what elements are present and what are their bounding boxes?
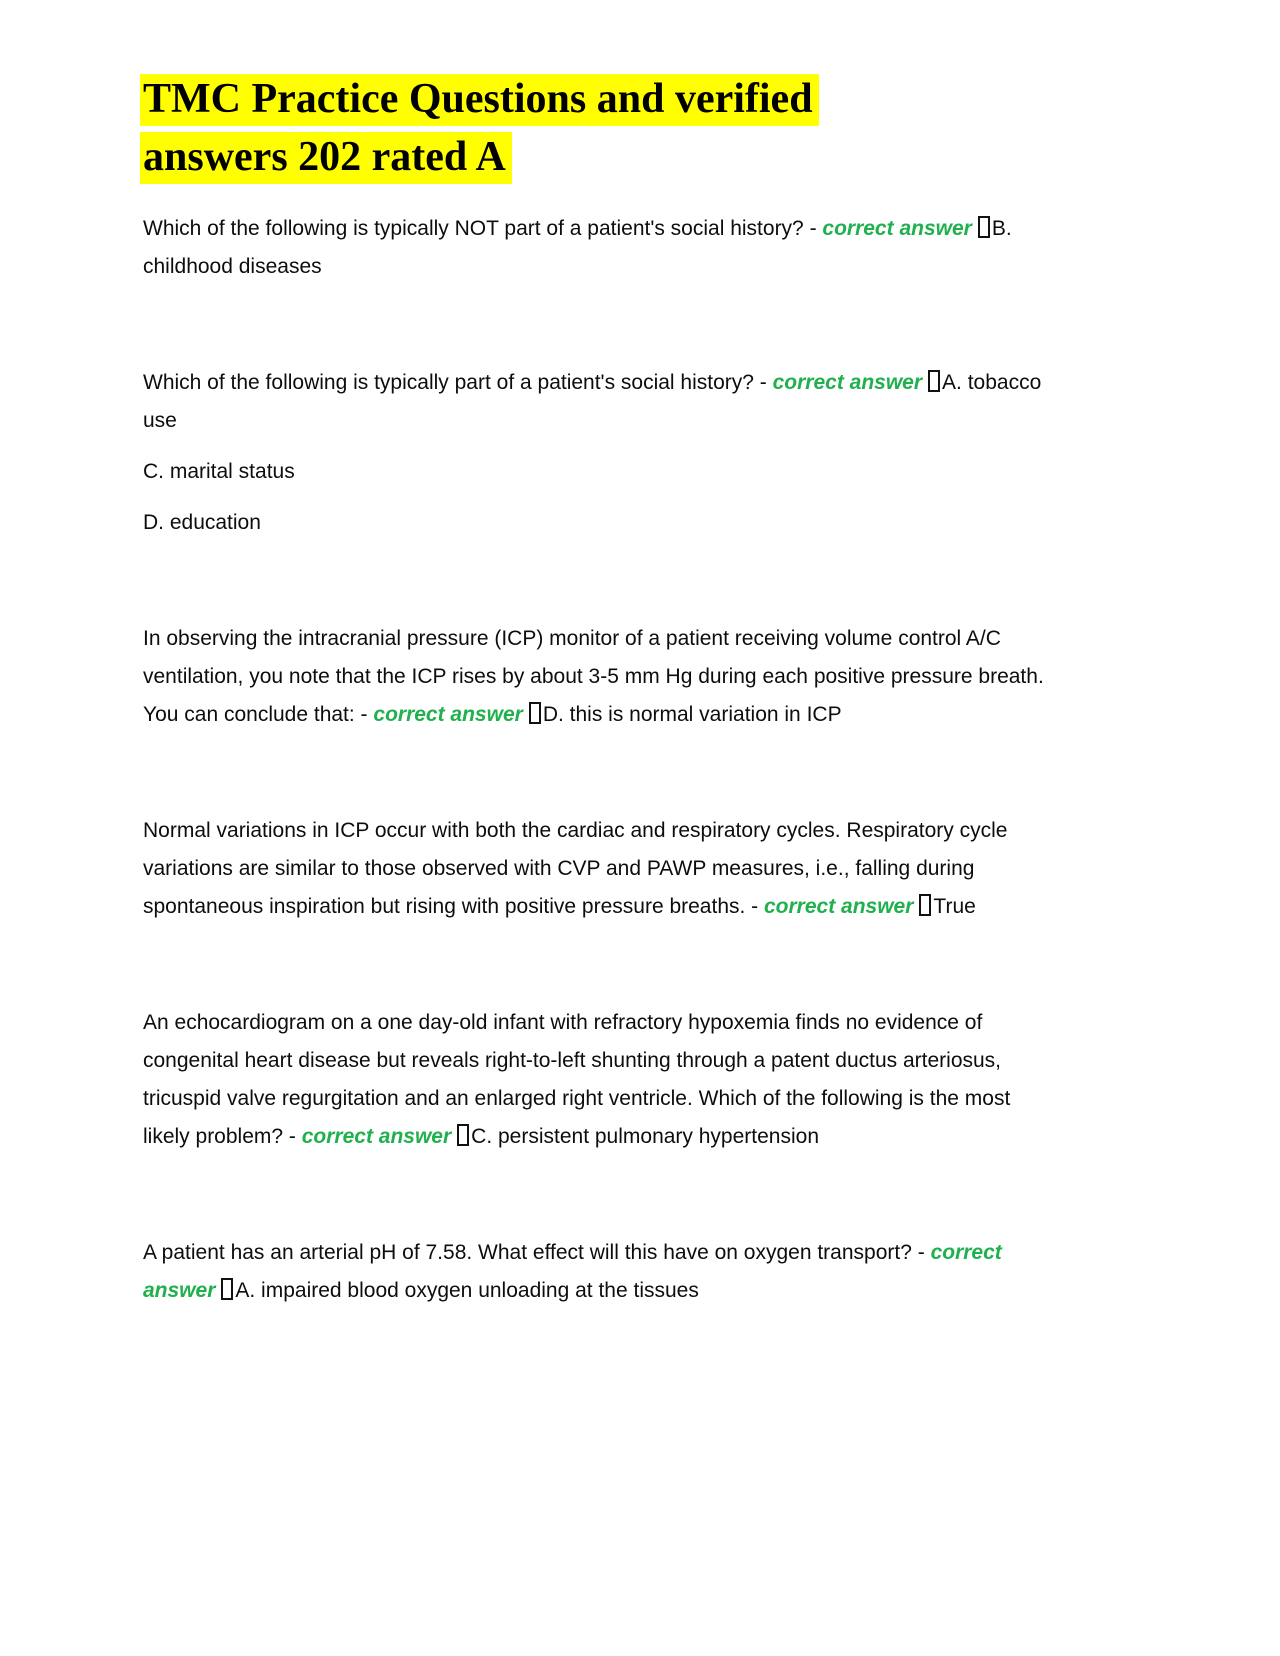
title-highlight: answers 202 rated A	[140, 132, 512, 184]
qa-block-3	[143, 620, 1053, 734]
question-text: In observing the intracranial pressure (ICP) monitor of a patient receiving volume control A/C ventilation, you note that the ICP rises by about 3-5 mm Hg during each positive pressure breath. You can conclude that: -	[143, 627, 1044, 726]
correct-answer-label: correct answer	[143, 1241, 1002, 1302]
missing-glyph-icon	[529, 702, 541, 724]
page-title-line-1	[143, 70, 1130, 128]
qa-block-6	[143, 1234, 1053, 1310]
question-text: Normal variations in ICP occur with both the cardiac and respiratory cycles. Respiratory cycle variations are similar to those observed with CVP and PAWP measures, i.e., falling during spontaneous inspiration but rising with positive pressure breaths. -	[143, 819, 1008, 918]
missing-glyph-icon	[978, 216, 990, 238]
qa-block-2	[143, 364, 1053, 440]
qa-block-1	[143, 210, 1053, 286]
answer-text: A. tobacco use	[143, 371, 1042, 432]
answer-text: True	[933, 895, 976, 918]
correct-answer-label: correct answer	[772, 371, 923, 394]
page-title-line-2	[143, 128, 1130, 186]
question-text: An echocardiogram on a one day-old infant with refractory hypoxemia finds no evidence of congenital heart disease but reveals right-to-left shunting through a patent ductus arteriosus, tricuspid valve regurgitation and an enlarged right ventricle. Which of the following is the most likely problem? -	[143, 1011, 1011, 1148]
question-text: Which of the following is typically part of a patient's social history? -	[143, 371, 773, 394]
page-title	[143, 70, 1130, 186]
option-line-d	[143, 504, 1053, 542]
correct-answer-label: correct answer	[301, 1125, 452, 1148]
correct-answer-label: correct answer	[764, 895, 914, 918]
qa-block-5	[143, 1004, 1053, 1156]
document-body	[143, 210, 1053, 1310]
option-text: D. education	[143, 511, 261, 534]
missing-glyph-icon	[221, 1278, 233, 1300]
missing-glyph-icon	[457, 1124, 469, 1146]
question-text: Which of the following is typically NOT part of a patient's social history? -	[143, 217, 823, 240]
option-text: C. marital status	[143, 460, 295, 483]
missing-glyph-icon	[919, 894, 931, 916]
option-line-c	[143, 453, 1053, 491]
question-text: A patient has an arterial pH of 7.58. What effect will this have on oxygen transport? -	[143, 1241, 931, 1264]
correct-answer-label: correct answer	[822, 217, 972, 240]
qa-block-4	[143, 812, 1053, 926]
missing-glyph-icon	[928, 370, 940, 392]
answer-text: D. this is normal variation in ICP	[542, 703, 842, 726]
title-highlight: TMC Practice Questions and verified	[140, 74, 819, 126]
answer-text: C. persistent pulmonary hypertension	[471, 1125, 819, 1148]
correct-answer-label: correct answer	[373, 703, 523, 726]
answer-text: B. childhood diseases	[143, 217, 1012, 278]
answer-text: A. impaired blood oxygen unloading at the tissues	[235, 1279, 699, 1302]
